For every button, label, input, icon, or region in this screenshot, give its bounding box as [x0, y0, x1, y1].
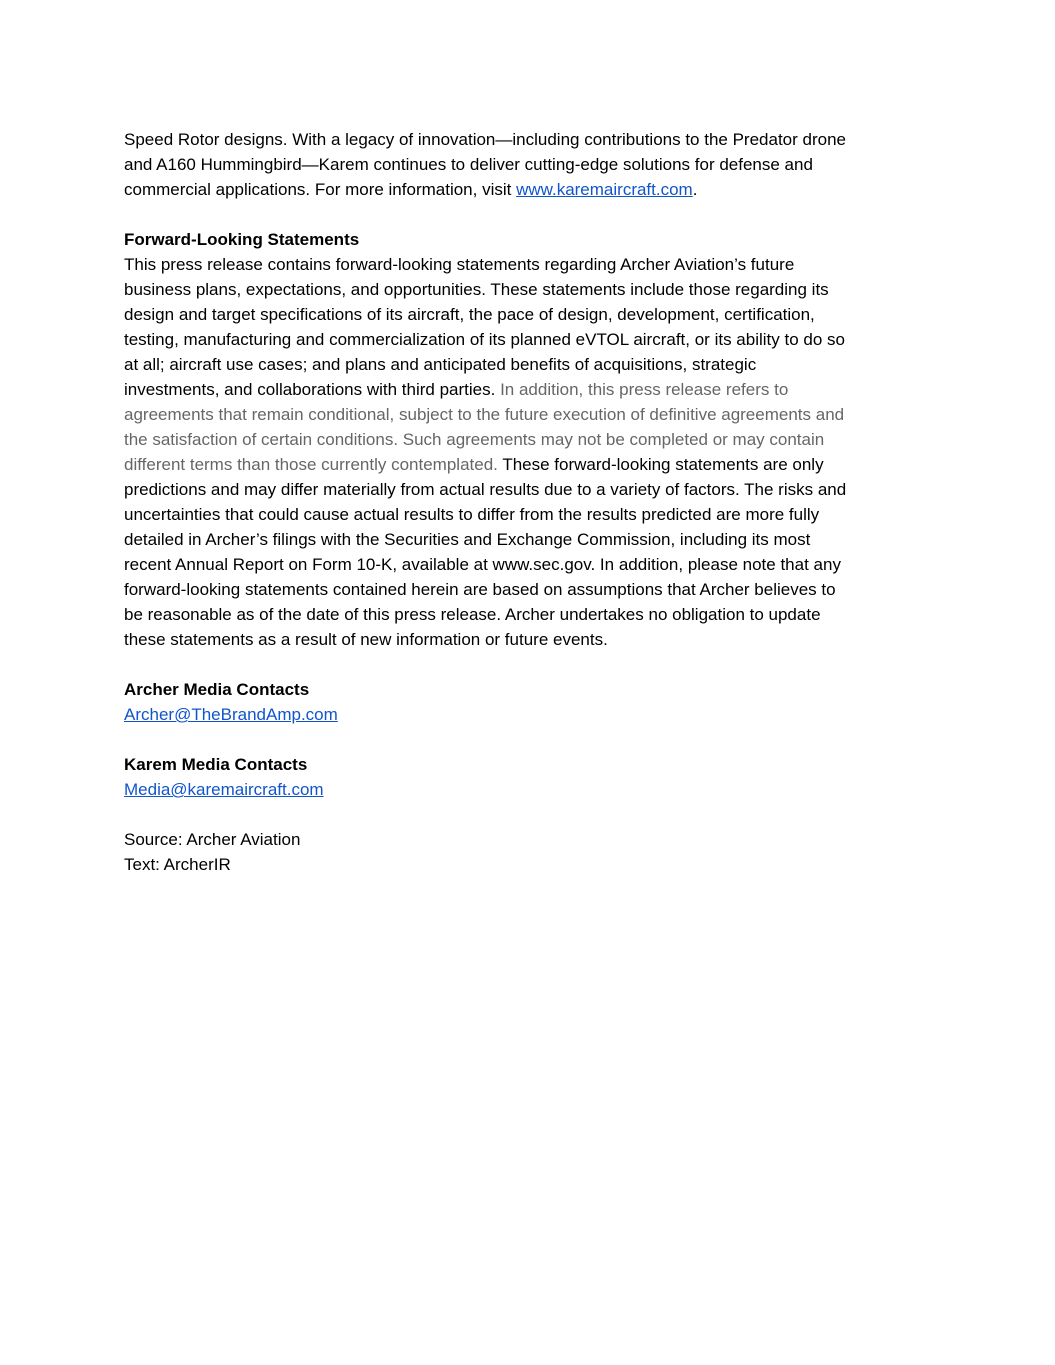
- forward-looking-statements-section: [124, 227, 936, 652]
- karem-email-link[interactable]: Media@karemaircraft.com: [124, 780, 324, 799]
- text-line: [124, 402, 936, 427]
- text-line: [124, 527, 936, 552]
- text-line: [124, 677, 936, 702]
- text-segment: at all; aircraft use cases; and plans and anticipated benefits of acquisitions, strategic: [124, 355, 757, 374]
- text-segment: different terms than those currently contemplated.: [124, 455, 503, 474]
- text-segment: Speed Rotor designs. With a legacy of innovation—including contributions to the Predator drone: [124, 130, 846, 149]
- archer-email-link[interactable]: Archer@TheBrandAmp.com: [124, 705, 338, 724]
- text-line: [124, 352, 936, 377]
- karem-media-contacts: [124, 752, 936, 802]
- text-line: [124, 302, 936, 327]
- text-line: [124, 777, 936, 802]
- text-line: [124, 427, 936, 452]
- text-segment: .: [692, 180, 698, 199]
- text-line: [124, 252, 936, 277]
- text-segment: agreements that remain conditional, subject to the future execution of definitive agreements and: [124, 405, 845, 424]
- text-line: [124, 577, 936, 602]
- text-segment: detailed in Archer’s filings with the Securities and Exchange Commission, including its most: [124, 530, 811, 549]
- text-segment: be reasonable as of the date of this press release. Archer undertakes no obligation to update: [124, 605, 821, 624]
- text-segment: and A160 Hummingbird—Karem continues to deliver cutting-edge solutions for defense and: [124, 155, 813, 174]
- text-line: [124, 752, 936, 777]
- document-content: [124, 127, 936, 902]
- source-block: [124, 827, 936, 877]
- archer-media-contacts-heading: Archer Media Contacts: [124, 680, 310, 699]
- text-segment: design and target specifications of its aircraft, the pace of design, development, certification,: [124, 305, 815, 324]
- text-segment: uncertainties that could cause actual results to differ from the results predicted are more fully: [124, 505, 820, 524]
- text-line: [124, 127, 936, 152]
- text-line: [124, 327, 936, 352]
- karemaircraft-link[interactable]: www.karemaircraft.com: [516, 180, 693, 199]
- text-segment: predictions and may differ materially from actual results due to a variety of factors. The risks and: [124, 480, 847, 499]
- text-segment: In addition, this press release refers to: [500, 380, 789, 399]
- text-line-label: Text: ArcherIR: [124, 855, 231, 874]
- text-segment: investments, and collaborations with third parties.: [124, 380, 501, 399]
- text-line: [124, 627, 936, 652]
- text-segment: commercial applications. For more information, visit: [124, 180, 517, 199]
- text-line: [124, 452, 936, 477]
- text-segment: business plans, expectations, and opportunities. These statements include those regarding its: [124, 280, 829, 299]
- text-line: [124, 502, 936, 527]
- text-line: [124, 852, 936, 877]
- text-line: [124, 552, 936, 577]
- forward-looking-statements-heading: Forward-Looking Statements: [124, 230, 360, 249]
- text-segment: This press release contains forward-looking statements regarding Archer Aviation’s future: [124, 255, 795, 274]
- text-line: [124, 827, 936, 852]
- archer-media-contacts: [124, 677, 936, 727]
- text-segment: These forward-looking statements are only: [502, 455, 824, 474]
- text-line: [124, 477, 936, 502]
- source-line: Source: Archer Aviation: [124, 830, 301, 849]
- text-line: [124, 277, 936, 302]
- text-line: [124, 177, 936, 202]
- karem-media-contacts-heading: Karem Media Contacts: [124, 755, 308, 774]
- text-line: [124, 602, 936, 627]
- text-segment: forward-looking statements contained herein are based on assumptions that Archer believes to: [124, 580, 836, 599]
- text-segment: these statements as a result of new information or future events.: [124, 630, 608, 649]
- text-line: [124, 152, 936, 177]
- text-line: [124, 377, 936, 402]
- text-segment: testing, manufacturing and commercialization of its planned eVTOL aircraft, or its ability to do so: [124, 330, 845, 349]
- text-line: [124, 227, 936, 252]
- text-line: [124, 702, 936, 727]
- text-segment: recent Annual Report on Form 10-K, available at www.sec.gov. In addition, please note that any: [124, 555, 841, 574]
- intro-paragraph: [124, 127, 936, 202]
- text-segment: the satisfaction of certain conditions. Such agreements may not be completed or may contain: [124, 430, 825, 449]
